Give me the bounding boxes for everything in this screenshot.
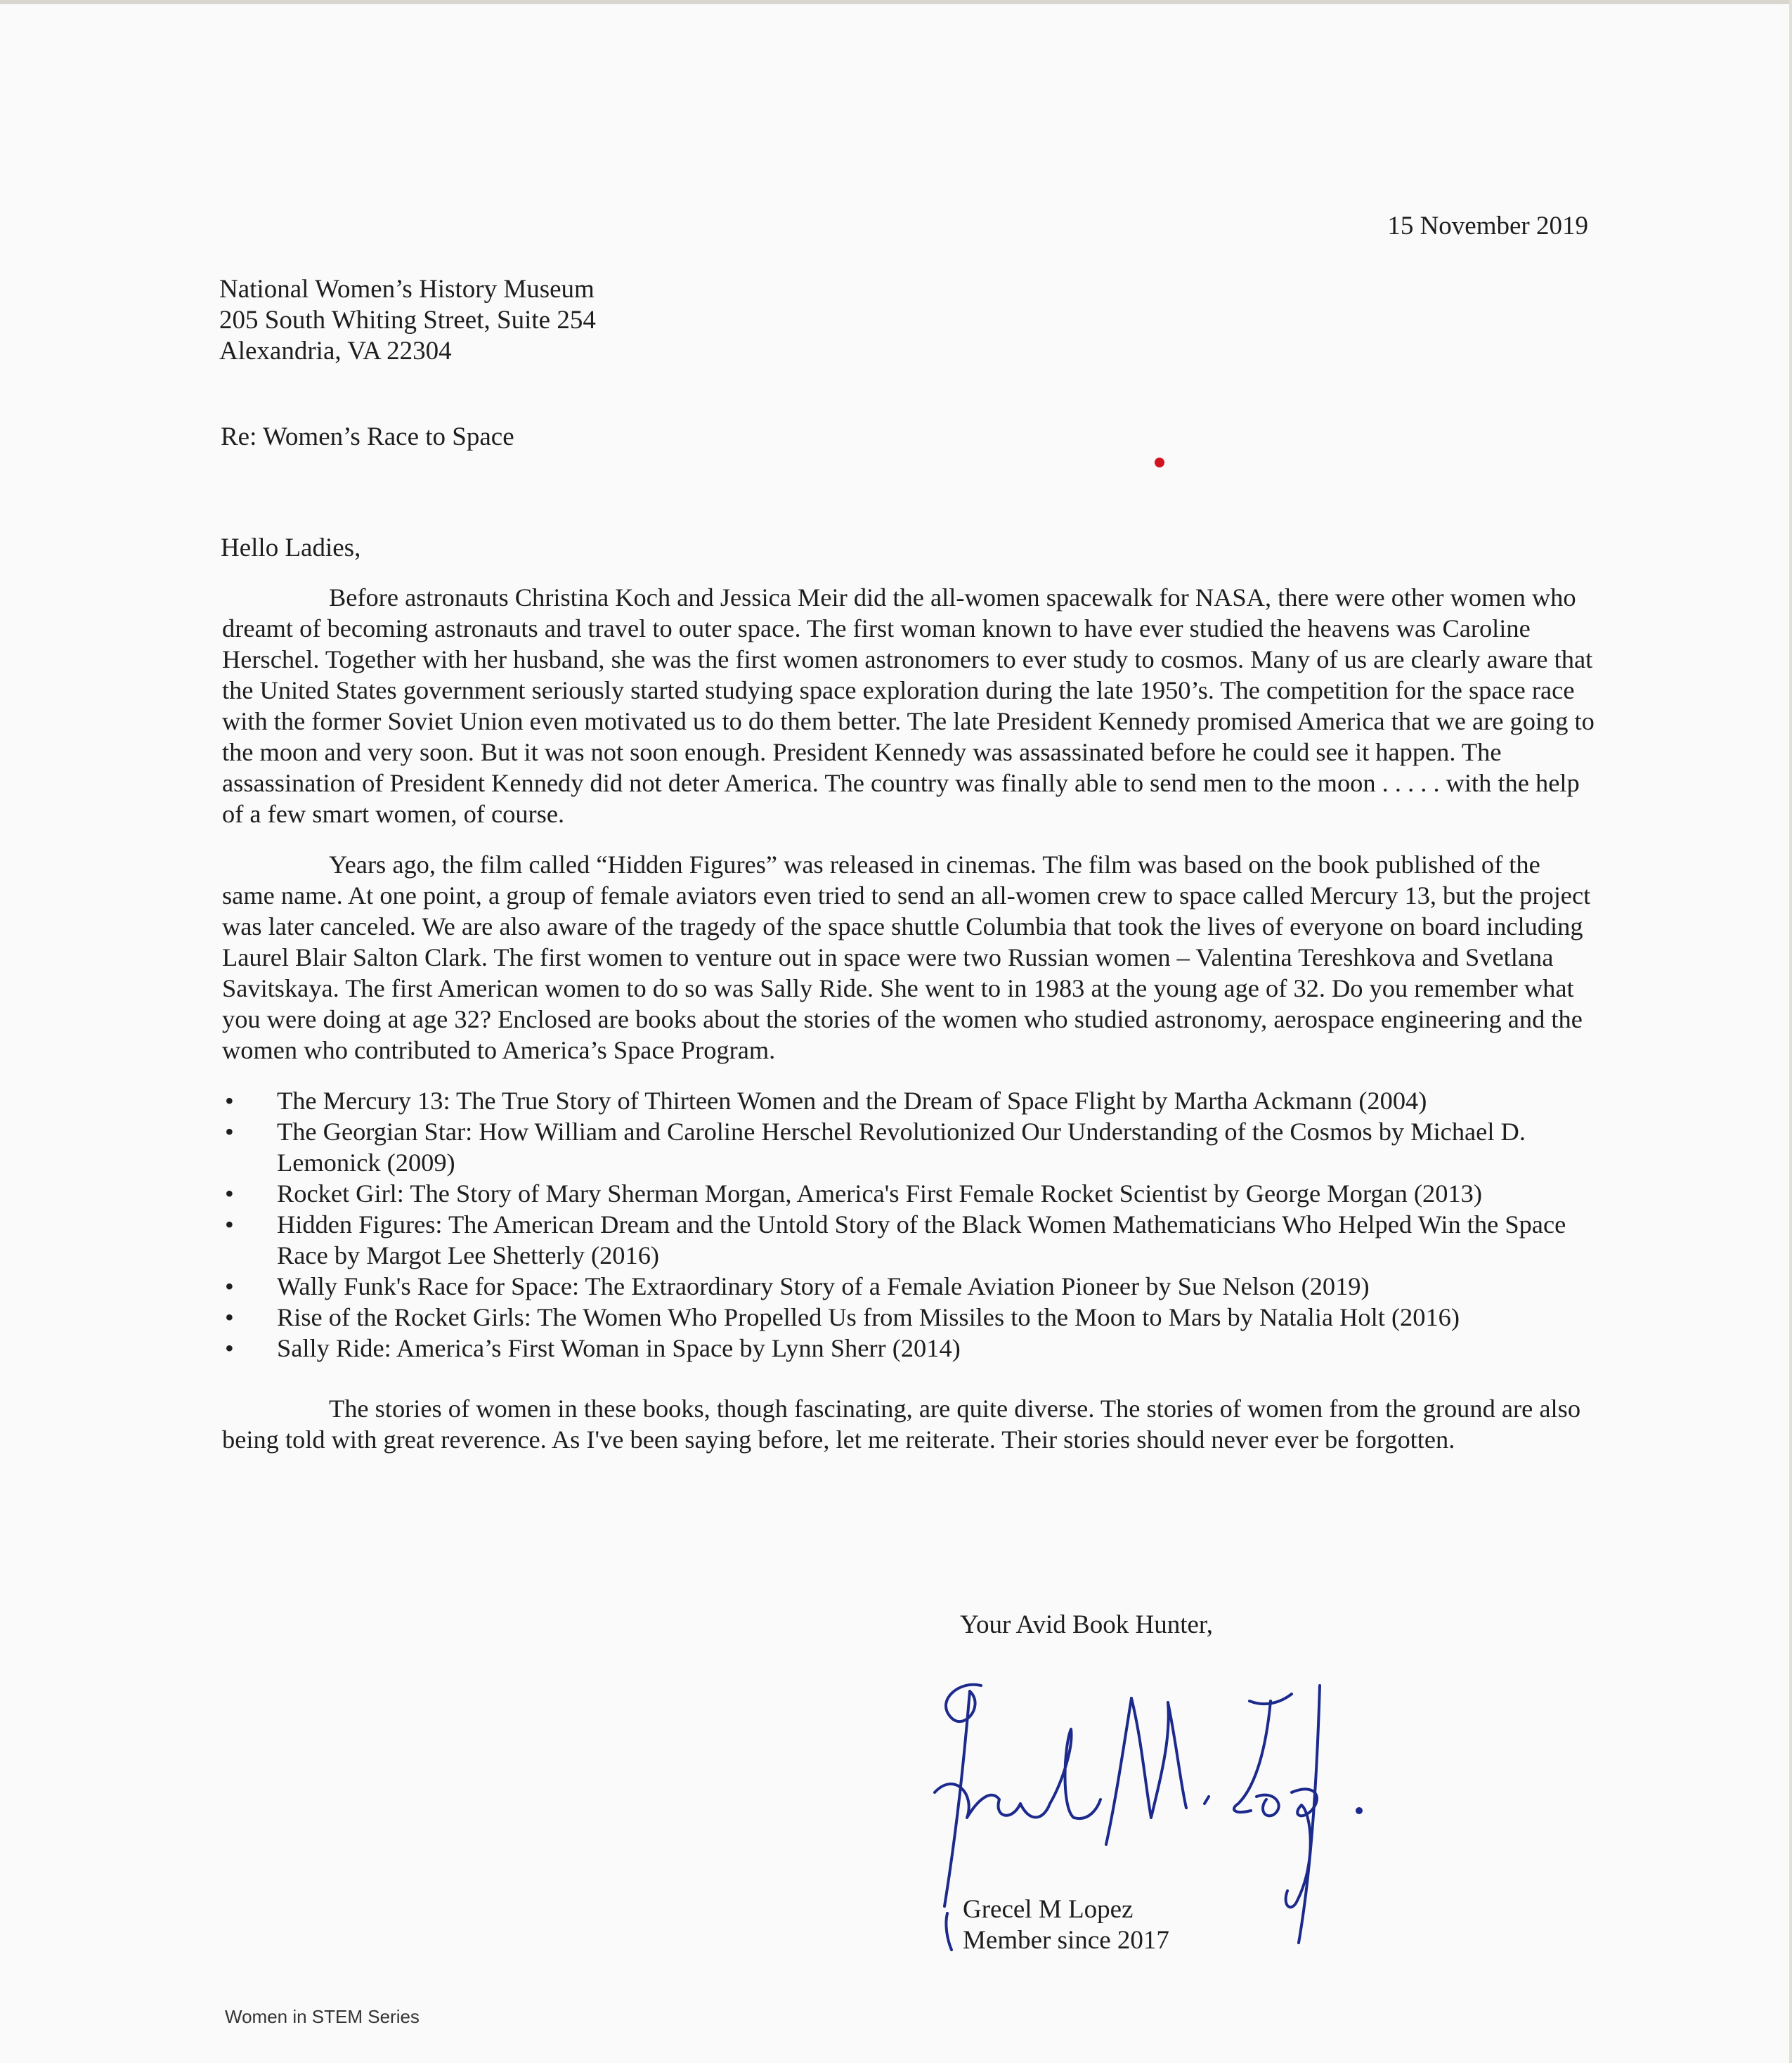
body-paragraph: Before astronauts Christina Koch and Jessica Meir did the all-women spacewalk for NASA, there were other women who dreamt of becoming astronauts and travel to outer space. The first woman known to have ever studied the heavens was Caroline Herschel. Together with her husband, she was the first women astronomers to ever study to cosmos. Many of us are clearly aware that the United States government seriously started studying space exploration during the late 1950’s. The competition for the space race with the former Soviet Union even motivated us to do them better. The late President Kennedy promised America that we are going to the moon and very soon. But it was not soon enough. President Kennedy was assassinated before he could see it happen. The assassination of President Kennedy did not deter America. The country was finally able to send men to the moon . . . . . with the help of a few smart women, of course. bbox=[222, 583, 1595, 828]
signer-title: Member since 2017 bbox=[963, 1926, 1169, 1955]
closing: Your Avid Book Hunter, bbox=[960, 1610, 1213, 1639]
red-ink-mark bbox=[1155, 458, 1164, 467]
signer-name: Grecel M Lopez bbox=[963, 1895, 1134, 1924]
signer-block bbox=[963, 1894, 1169, 1956]
body-paragraph: Years ago, the film called “Hidden Figures” was released in cinemas. The film was based on the book published of the same name. At one point, a group of female aviators even tried to send an all-women crew to space called Mercury 13, but the project was later canceled. We are also aware of the tragedy of the space shuttle Columbia that took the lives of everyone on board including Laurel Blair Salton Clark. The first women to venture out in space were two Russian women – Valentina Tereshkova and Svetlana Savitskaya. The first American women to do so was Sally Ride. She went to in 1983 at the young age of 32. Do you remember what you were doing at age 32? Enclosed are books about the stories of the women who studied astronomy, aerospace engineering and the women who contributed to America’s Space Program. bbox=[222, 851, 1591, 1064]
body-paragraph: The stories of women in these books, though fascinating, are quite diverse. The stories of women from the ground are also being told with great reverence. As I've been saying before, let me reiterate. Their stories should never ever be forgotten. bbox=[222, 1395, 1581, 1454]
book-list-item: • Rise of the Rocket Girls: The Women Who Propelled Us from Missiles to the Moon to Mars by Natalia Holt (2016) bbox=[222, 1302, 1597, 1333]
book-list-item: • Wally Funk's Race for Space: The Extraordinary Story of a Female Aviation Pioneer by Sue Nelson (2019) bbox=[222, 1271, 1597, 1302]
book-list-item: • The Mercury 13: The True Story of Thirteen Women and the Dream of Space Flight by Martha Ackmann (2004) bbox=[222, 1085, 1597, 1116]
recipient-line: 205 South Whiting Street, Suite 254 bbox=[219, 306, 596, 335]
scan-edge-top bbox=[0, 0, 1792, 4]
book-list bbox=[222, 1085, 1597, 1364]
scan-edge-right bbox=[1789, 0, 1792, 2063]
footer-series: Women in STEM Series bbox=[225, 2006, 420, 2027]
subject-line: Re: Women’s Race to Space bbox=[221, 422, 514, 451]
greeting: Hello Ladies, bbox=[221, 533, 361, 562]
book-list-item: • Sally Ride: America’s First Woman in Space by Lynn Sherr (2014) bbox=[222, 1333, 1597, 1364]
book-list-item: • The Georgian Star: How William and Caroline Herschel Revolutionized Our Understanding of the Cosmos by Michael D. Lemonick (2009) bbox=[222, 1116, 1597, 1178]
letter-body bbox=[222, 582, 1597, 1475]
letter-date: 15 November 2019 bbox=[1387, 212, 1588, 240]
book-list-item: • Hidden Figures: The American Dream and the Untold Story of the Black Women Mathematicians Who Helped Win the Space Race by Margot Lee Shetterly (2016) bbox=[222, 1209, 1597, 1271]
recipient-line: National Women’s History Museum bbox=[219, 275, 595, 304]
recipient-line: Alexandria, VA 22304 bbox=[219, 337, 452, 366]
recipient-address bbox=[219, 274, 596, 367]
book-list-item: • Rocket Girl: The Story of Mary Sherman Morgan, America's First Female Rocket Scientist by George Morgan (2013) bbox=[222, 1178, 1597, 1209]
